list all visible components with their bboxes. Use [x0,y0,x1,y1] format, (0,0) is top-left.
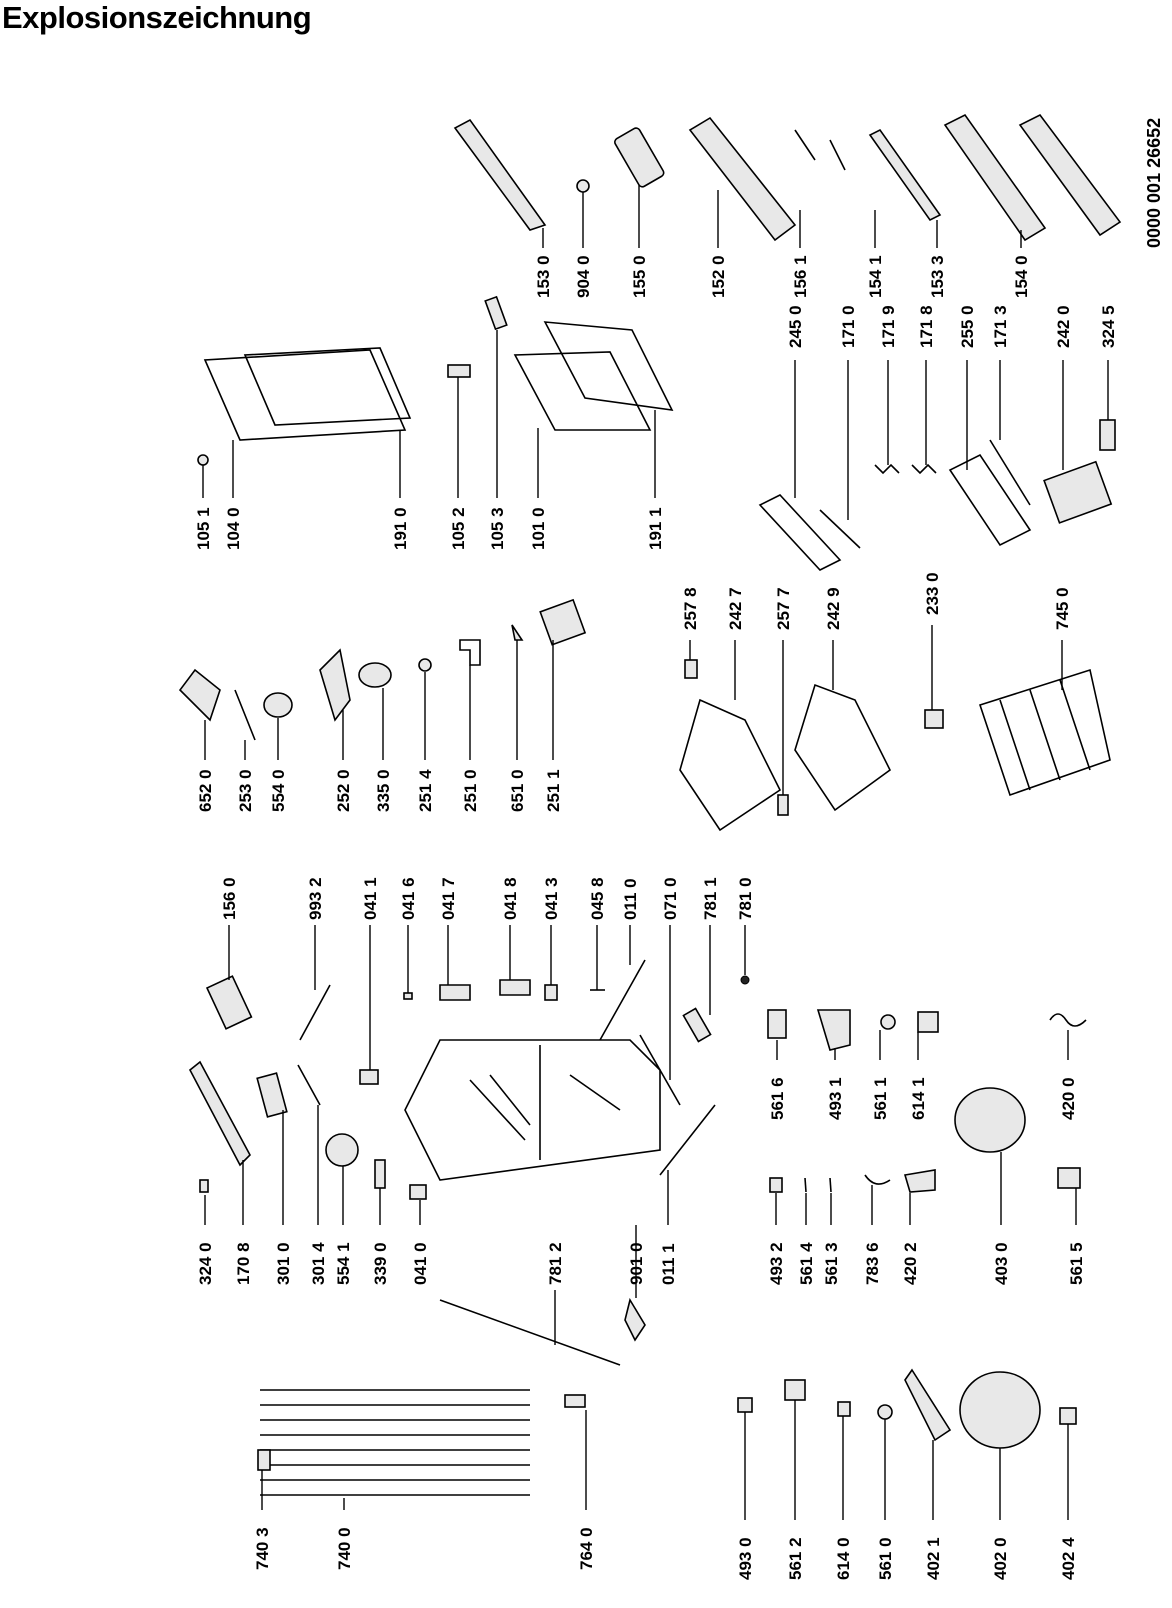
document-number: 0000 001 26652 [1144,117,1164,248]
part-label: 420 2 [901,1242,920,1285]
part-label: 614 0 [834,1537,853,1580]
part-label: 104 0 [224,507,243,550]
part-781-0-shape [741,976,749,984]
part-561-5-shape [1058,1168,1080,1188]
part-614-0-shape [838,1402,850,1416]
part-label: 993 2 [306,877,325,920]
part-420-0-shape [1050,1014,1086,1026]
part-label: 781 1 [701,877,720,920]
part-041-7-shape [440,985,470,1000]
drawer-242-9-shape [795,685,890,810]
compressor-403-0-shape [955,1088,1025,1152]
part-label: 402 1 [924,1537,943,1580]
part-402-4-shape [1060,1408,1076,1424]
part-label: 251 4 [416,769,435,812]
part-label: 242 7 [726,587,745,630]
part-901-0-shape [625,1300,645,1340]
part-257-7-shape [778,795,788,815]
part-label: 745 0 [1053,587,1072,630]
trim-171-3-shape [990,440,1030,505]
part-label: 171 3 [991,305,1010,348]
part-label: 493 1 [826,1077,845,1120]
part-339-0-shape [375,1160,385,1188]
part-label: 561 2 [786,1537,805,1580]
part-label: 255 0 [958,305,977,348]
part-label: 242 9 [824,587,843,630]
part-label: 105 2 [449,507,468,550]
ice-tray-156-0-shape [207,976,251,1029]
part-label: 242 0 [1054,305,1073,348]
drawer-242-7-shape [680,700,780,830]
part-label: 041 8 [501,877,520,920]
part-label: 301 0 [274,1242,293,1285]
part-label: 561 6 [768,1077,787,1120]
part-label: 154 1 [866,255,885,298]
condenser-740-0-shape [260,1390,530,1495]
part-label: 561 4 [797,1242,816,1285]
part-561-3-shape [830,1178,831,1192]
part-041-1-shape [360,1070,378,1084]
part-label: 253 0 [236,769,255,812]
part-label: 614 1 [909,1077,928,1120]
part-label: 155 0 [630,255,649,298]
part-label: 493 2 [767,1242,786,1285]
part-label: 011 0 [621,878,640,920]
relay-402-1-shape [905,1370,950,1440]
cable-993-2-shape [300,985,330,1040]
part-561-6-shape [768,1010,786,1038]
part-324-0-shape [200,1180,208,1192]
hinge-105-2-shape [448,365,470,377]
clip-171-9-shape [875,465,899,473]
part-label: 153 3 [928,255,947,298]
part-label: 420 0 [1059,1077,1078,1120]
part-233-0-shape [925,710,943,728]
leader-lines [203,185,1108,1520]
part-label: 324 5 [1099,305,1118,348]
part-label: 191 1 [646,507,665,550]
part-label: 561 1 [871,1077,890,1120]
part-label: 652 0 [196,769,215,812]
part-label: 171 9 [879,305,898,348]
part-label: 041 3 [542,877,561,920]
cabinet-shape [405,1040,660,1180]
wire-shelf-245-0-shape [760,495,840,570]
lamp-554-0-shape [264,693,292,717]
hinge-105-3-shape [485,297,507,329]
part-301-4-shape [298,1065,320,1105]
part-label: 045 8 [588,877,607,920]
part-041-6-shape [404,993,412,999]
part-561-4-shape [805,1178,806,1192]
part-561-0-shape [878,1405,892,1419]
part-label: 493 0 [736,1537,755,1580]
part-041-8-shape [500,980,530,995]
part-label: 257 8 [681,587,700,630]
part-shapes [180,115,1120,1495]
part-493-2-shape [770,1178,782,1192]
part-041-3-shape [545,985,557,1000]
door-gasket-191-1-shape [545,322,672,410]
part-label: 191 0 [391,507,410,550]
part-label: 156 0 [220,877,239,920]
part-label: 554 1 [334,1242,353,1285]
part-label: 011 1 [659,1243,678,1285]
part-493-1-shape [818,1010,850,1050]
part-label: 105 3 [488,507,507,550]
part-label: 257 7 [774,587,793,630]
part-label: 781 2 [546,1242,565,1285]
part-783-6-shape [865,1175,890,1184]
bracket-251-0-shape [460,640,480,665]
page-title: Explosionszeichnung [2,0,312,35]
control-652-0-shape [180,670,220,720]
part-label: 301 4 [309,1242,328,1285]
lamp-554-1-shape [326,1134,358,1166]
part-label: 402 0 [991,1537,1010,1580]
egg-tray-155-0-shape [613,127,665,189]
trim-171-0-shape [820,510,860,548]
part-label: 554 0 [269,769,288,812]
screw-651-0-shape [512,625,522,640]
freezer-door-104-0-shape [205,350,405,440]
housing-251-1-shape [540,600,585,645]
cap-904-0-shape [577,180,589,192]
part-label: 252 0 [334,769,353,812]
filter-764-0-shape [565,1395,585,1407]
part-label: 153 0 [534,255,553,298]
part-label: 324 0 [196,1242,215,1285]
part-420-2-shape [905,1170,935,1192]
thermostat-252-0-shape [320,650,350,720]
part-781-1-shape [683,1009,710,1042]
part-label: 041 0 [411,1242,430,1285]
part-251-4-shape [419,659,431,671]
part-label: 904 0 [574,255,593,298]
part-label: 781 0 [736,877,755,920]
part-561-1-shape [881,1015,895,1029]
panel-170-8-shape [190,1062,250,1165]
part-label: 335 0 [374,769,393,812]
hinge-105-1-shape [198,455,208,465]
part-label: 245 0 [786,305,805,348]
rail-011-1-shape [660,1105,715,1175]
part-324-5-shape [1100,420,1115,450]
part-561-2-shape [785,1380,805,1400]
tube-781-2-shape [440,1300,620,1365]
part-label: 233 0 [923,572,942,615]
part-label: 561 0 [876,1537,895,1580]
wire-basket-745-0-shape [980,670,1110,795]
part-label: 105 1 [194,507,213,550]
part-label: 402 4 [1059,1537,1078,1580]
part-label: 251 0 [461,769,480,812]
part-label: 251 1 [544,769,563,812]
rail-011-0-shape [600,960,645,1040]
part-label: 901 0 [627,1242,646,1285]
part-label: 783 6 [863,1242,882,1285]
part-labels [194,118,1164,1580]
part-041-0-shape [410,1185,426,1199]
door-shelf-153-0-shape [455,120,545,230]
glass-shelf-255-0-shape [950,455,1030,545]
part-label: 156 1 [791,255,810,298]
part-label: 339 0 [371,1242,390,1285]
part-label: 740 3 [253,1527,272,1570]
knob-253-0-shape [235,690,255,740]
part-label: 764 0 [577,1527,596,1570]
fridge-door-101-0-shape [515,352,650,430]
part-740-3-shape [258,1450,270,1470]
part-label: 154 0 [1012,255,1031,298]
part-label: 561 3 [822,1242,841,1285]
clip-171-8-shape [912,465,936,473]
part-label: 651 0 [508,769,527,812]
part-label: 561 5 [1067,1242,1086,1285]
part-label: 152 0 [709,255,728,298]
part-label: 740 0 [335,1527,354,1570]
shelf-154-1-shape [870,130,940,220]
part-493-0-shape [738,1398,752,1412]
door-shelf-152-0-shape [690,118,795,240]
box-242-0-shape [1044,462,1111,523]
part-257-8-shape [685,660,697,678]
part-label: 171 8 [917,305,936,348]
part-label: 171 0 [839,305,858,348]
part-label: 403 0 [992,1242,1011,1285]
clip-156-1-shape [795,130,845,170]
cabinet-shelf-line-1 [470,1080,525,1140]
compressor-402-0-shape [960,1372,1040,1448]
part-label: 101 0 [529,507,548,550]
part-label: 041 7 [439,877,458,920]
part-614-1-shape [918,1012,938,1032]
part-label: 170 8 [234,1242,253,1285]
part-label: 071 0 [661,877,680,920]
knob-335-0-shape [359,663,391,687]
part-label: 041 6 [399,877,418,920]
part-label: 041 1 [361,877,380,920]
